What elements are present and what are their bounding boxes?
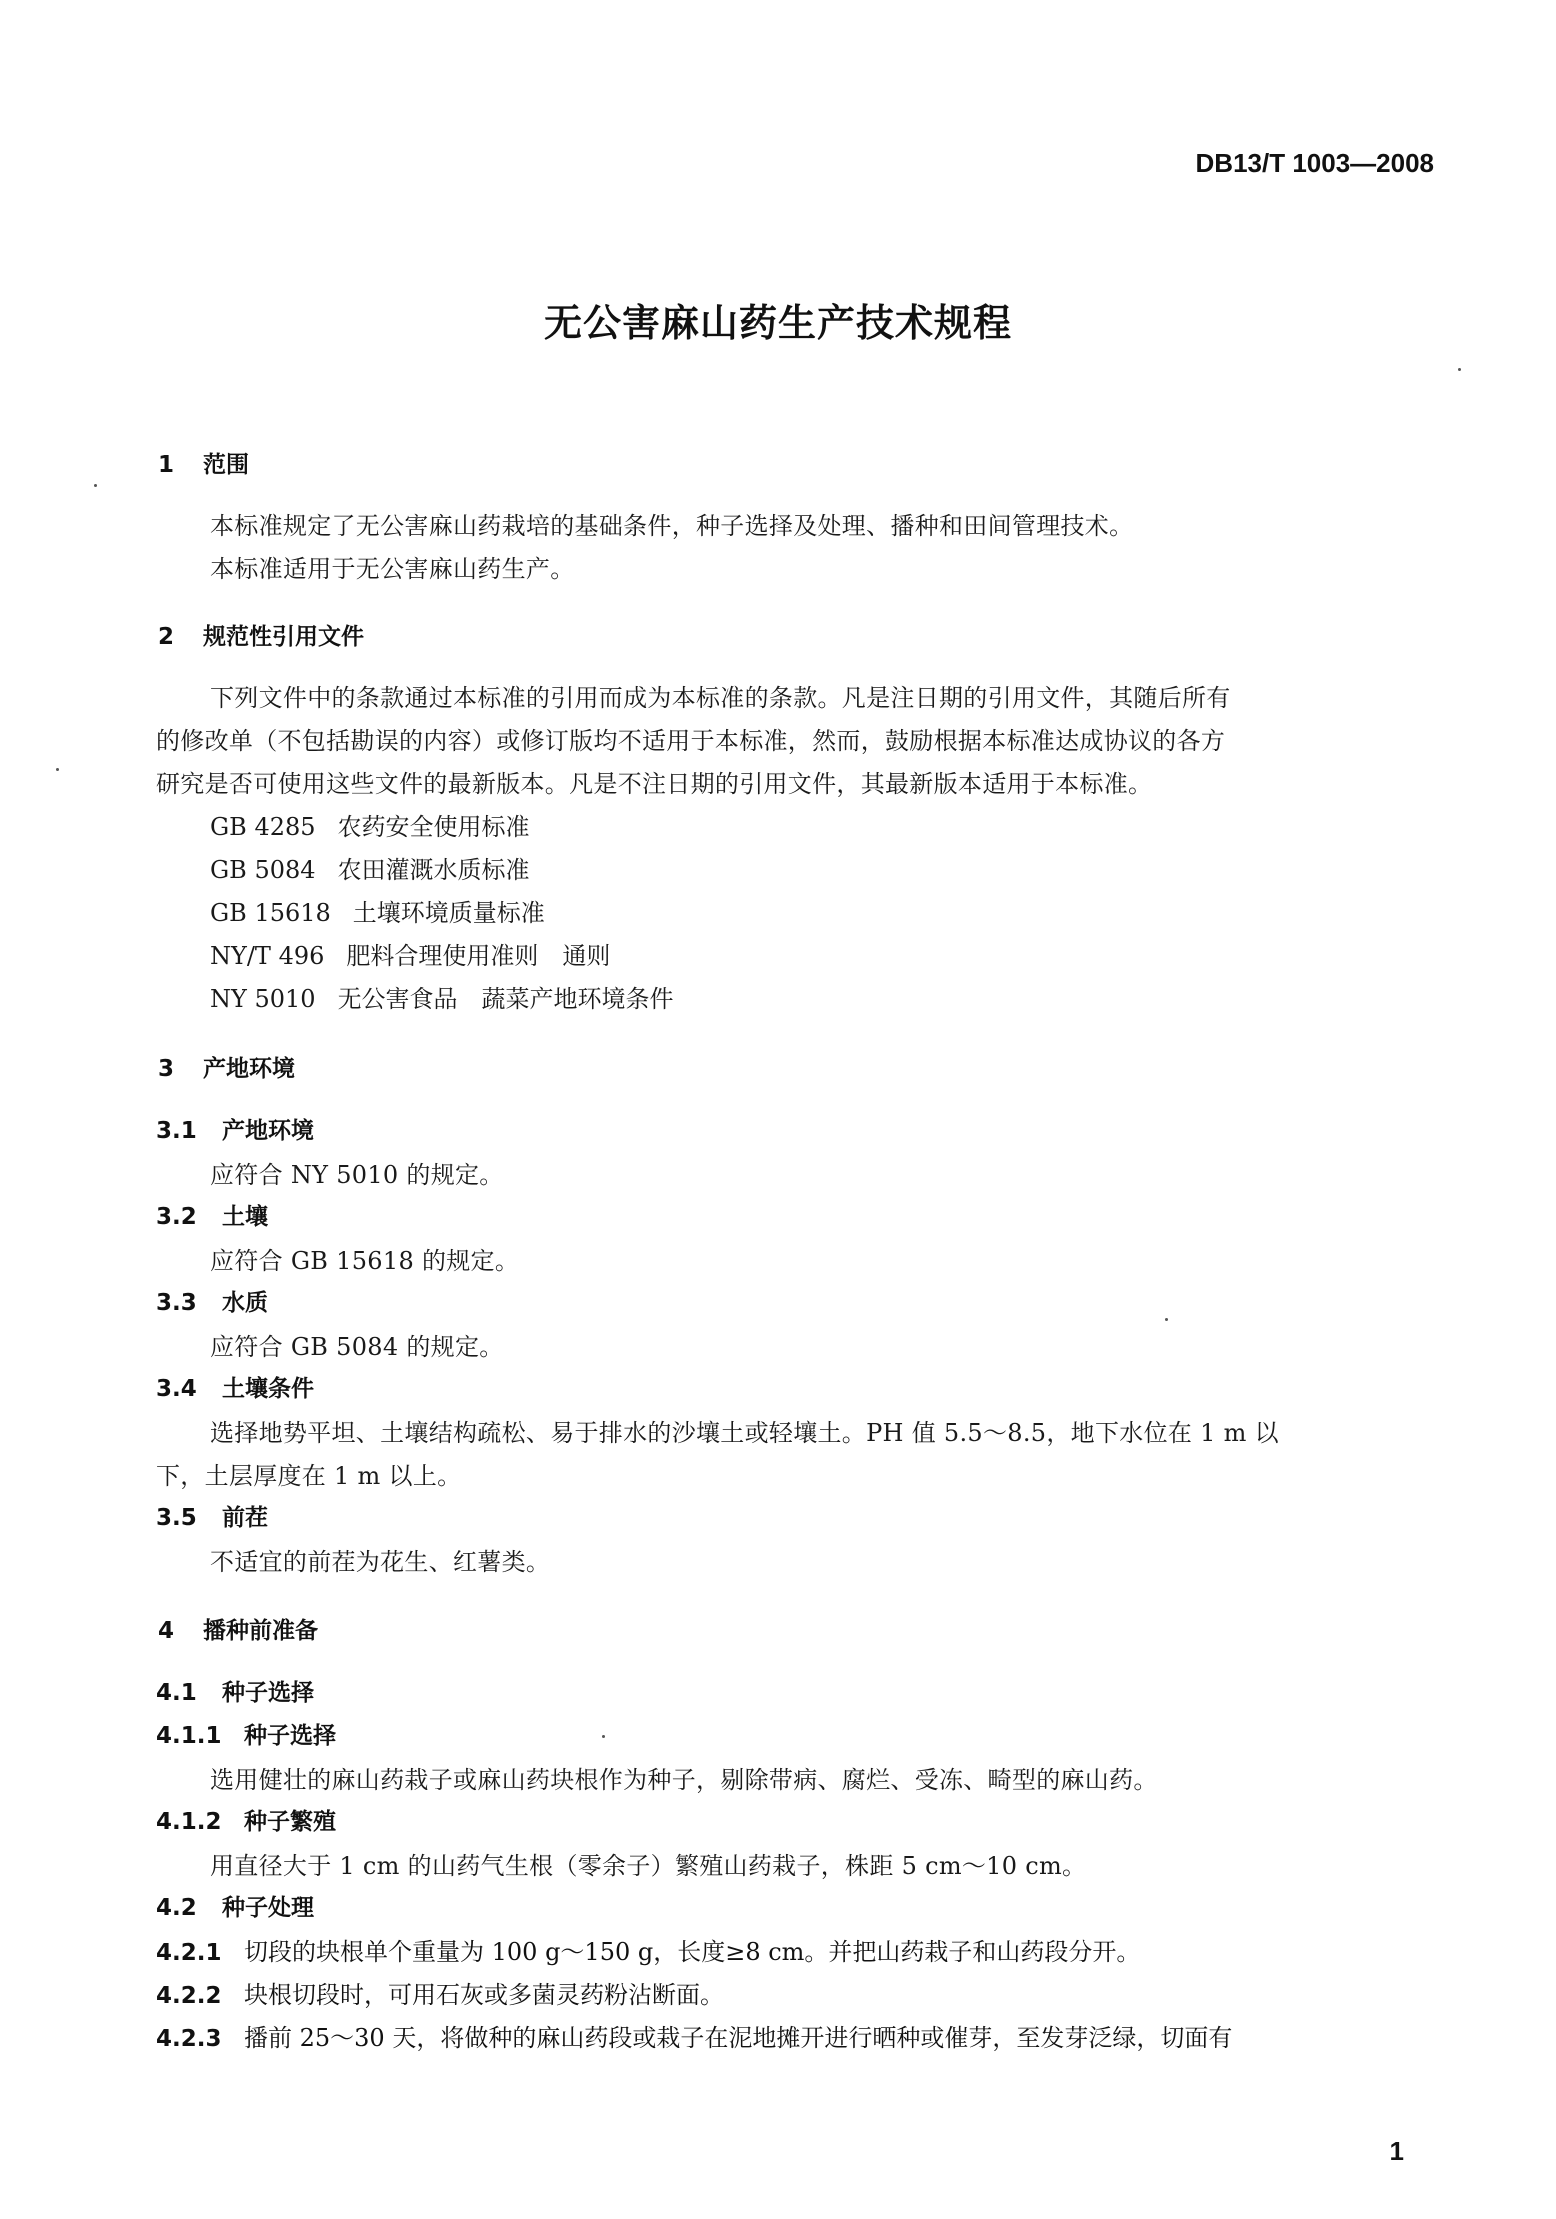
- standard-code: DB13/T 1003—2008: [1195, 148, 1434, 178]
- subsection-title: 种子繁殖: [244, 1809, 336, 1835]
- reference-code: NY/T 496: [210, 942, 325, 970]
- paragraph-line: 下，土层厚度在 1 m 以上。: [156, 1462, 462, 1490]
- section-3-heading: [158, 1050, 295, 1083]
- section-title: 产地环境: [203, 1056, 295, 1082]
- paragraph: 应符合 GB 15618 的规定。: [210, 1247, 520, 1275]
- paragraph-line: 研究是否可使用这些文件的最新版本。凡是不注日期的引用文件，其最新版本适用于本标准。: [156, 770, 1153, 798]
- clause-text: 切段的块根单个重量为 100 g～150 g，长度≥8 cm。并把山药栽子和山药段分开。: [244, 1938, 1141, 1966]
- subsection-number: 3.4: [156, 1376, 197, 1402]
- paragraph: 选用健壮的麻山药栽子或麻山药块根作为种子，剔除带病、腐烂、受冻、畸型的麻山药。: [210, 1766, 1158, 1794]
- scan-speck: [1165, 1318, 1168, 1321]
- subsection-title: 种子选择: [222, 1680, 314, 1706]
- reference-item: [210, 850, 530, 885]
- subsection-3-2-heading: [156, 1198, 268, 1231]
- subsection-3-1-heading: [156, 1112, 314, 1145]
- subsection-3-4-heading: [156, 1370, 314, 1403]
- section-2-heading: [158, 618, 364, 651]
- scan-speck: [94, 484, 97, 487]
- paragraph: 应符合 NY 5010 的规定。: [210, 1161, 504, 1189]
- clause-4-2-3: [156, 2018, 1232, 2053]
- subsection-3-3-heading: [156, 1284, 268, 1317]
- paragraph-line: 下列文件中的条款通过本标准的引用而成为本标准的条款。凡是注日期的引用文件，其随后所有: [210, 684, 1231, 712]
- clause-text: 播前 25～30 天，将做种的麻山药段或栽子在泥地摊开进行晒种或催芽，至发芽泛绿，切面有: [244, 2024, 1233, 2052]
- section-number: 2: [158, 624, 175, 650]
- reference-name: 农药安全使用标准: [337, 813, 530, 841]
- subsection-4-1-heading: [156, 1674, 314, 1707]
- subsection-number: 4.1.1: [156, 1723, 222, 1749]
- section-number: 4: [158, 1618, 175, 1644]
- clause-4-2-1: [156, 1932, 1140, 1967]
- paragraph-line: 的修改单（不包括勘误的内容）或修订版均不适用于本标准，然而，鼓励根据本标准达成协议的各方: [156, 727, 1226, 755]
- clause-text: 块根切段时，可用石灰或多菌灵药粉沾断面。: [244, 1981, 724, 2009]
- reference-code: NY 5010: [210, 985, 316, 1013]
- subsection-title: 水质: [222, 1290, 268, 1316]
- section-4-heading: [158, 1612, 318, 1645]
- reference-code: GB 15618: [210, 899, 331, 927]
- section-number: 1: [158, 452, 175, 478]
- reference-name: 土壤环境质量标准: [352, 899, 545, 927]
- section-title: 范围: [203, 452, 249, 478]
- section-title: 规范性引用文件: [203, 624, 364, 650]
- document-title: 无公害麻山药生产技术规程: [543, 301, 1012, 345]
- subsection-title: 前茬: [222, 1505, 268, 1531]
- subsection-4-1-2-heading: [156, 1803, 336, 1836]
- reference-name: 农田灌溉水质标准: [337, 856, 530, 884]
- scan-speck: [56, 768, 59, 771]
- clause-number: 4.2.3: [156, 2026, 222, 2052]
- scan-speck: [602, 1735, 605, 1738]
- subsection-title: 种子选择: [244, 1723, 336, 1749]
- reference-name: 肥料合理使用准则 通则: [346, 942, 611, 970]
- subsection-title: 种子处理: [222, 1895, 314, 1921]
- paragraph: 应符合 GB 5084 的规定。: [210, 1333, 504, 1361]
- subsection-3-5-heading: [156, 1499, 268, 1532]
- subsection-number: 4.2: [156, 1895, 197, 1921]
- subsection-number: 3.1: [156, 1118, 197, 1144]
- reference-code: GB 5084: [210, 856, 316, 884]
- subsection-title: 土壤条件: [222, 1376, 314, 1402]
- reference-name: 无公害食品 蔬菜产地环境条件: [337, 985, 674, 1013]
- subsection-number: 3.2: [156, 1204, 197, 1230]
- section-title: 播种前准备: [203, 1618, 318, 1644]
- reference-code: GB 4285: [210, 813, 316, 841]
- paragraph-line: 选择地势平坦、土壤结构疏松、易于排水的沙壤土或轻壤土。PH 值 5.5～8.5，地下水位在 1 m 以: [210, 1419, 1279, 1447]
- paragraph: 用直径大于 1 cm 的山药气生根（零余子）繁殖山药栽子，株距 5 cm～10 cm。: [210, 1852, 1087, 1880]
- paragraph: 不适宜的前茬为花生、红薯类。: [210, 1548, 551, 1576]
- subsection-title: 产地环境: [222, 1118, 314, 1144]
- scan-speck: [1458, 368, 1461, 371]
- page-number: 1: [1389, 2136, 1404, 2166]
- section-number: 3: [158, 1056, 175, 1082]
- clause-number: 4.2.2: [156, 1983, 222, 2009]
- reference-item: [210, 979, 674, 1014]
- section-1-heading: [158, 446, 249, 479]
- subsection-4-1-1-heading: [156, 1717, 336, 1750]
- clause-4-2-2: [156, 1975, 724, 2010]
- reference-item: [210, 936, 610, 971]
- subsection-title: 土壤: [222, 1204, 268, 1230]
- paragraph: 本标准规定了无公害麻山药栽培的基础条件，种子选择及处理、播种和田间管理技术。: [210, 512, 1134, 540]
- paragraph: 本标准适用于无公害麻山药生产。: [210, 555, 575, 583]
- subsection-number: 4.1.2: [156, 1809, 222, 1835]
- clause-number: 4.2.1: [156, 1940, 222, 1966]
- subsection-number: 4.1: [156, 1680, 197, 1706]
- reference-item: [210, 893, 545, 928]
- subsection-number: 3.3: [156, 1290, 197, 1316]
- subsection-4-2-heading: [156, 1889, 314, 1922]
- subsection-number: 3.5: [156, 1505, 197, 1531]
- reference-item: [210, 807, 530, 842]
